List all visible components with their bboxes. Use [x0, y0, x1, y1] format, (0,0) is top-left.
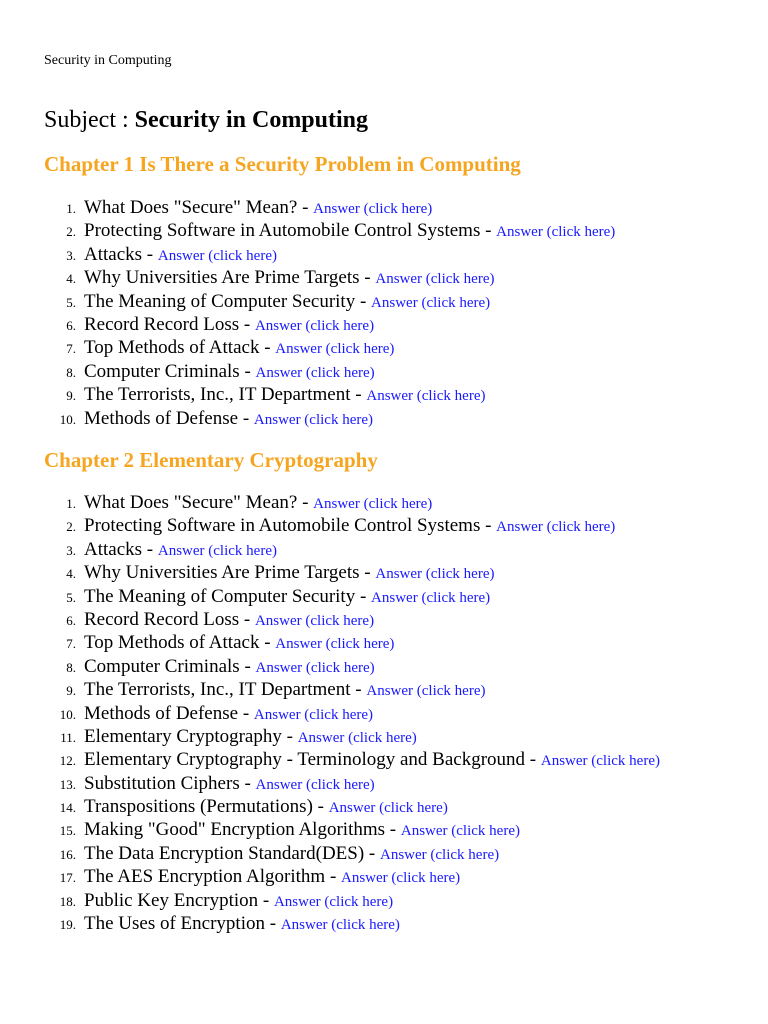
toc-item-title: Top Methods of Attack	[84, 632, 260, 654]
toc-item	[0, 197, 740, 220]
toc-item-number: 17.	[59, 870, 76, 886]
answer-link[interactable]: Answer (click here)	[496, 519, 616, 536]
toc-item-number: 10.	[59, 411, 76, 427]
toc-item	[0, 384, 740, 407]
toc-item-separator: -	[238, 702, 254, 724]
answer-link[interactable]: Answer (click here)	[280, 917, 400, 934]
answer-link[interactable]: Answer (click here)	[496, 224, 616, 241]
toc-item	[0, 361, 740, 384]
toc-item	[0, 515, 740, 538]
toc-item	[0, 679, 740, 702]
running-header: Security in Computing	[44, 53, 172, 68]
toc-item-separator: -	[350, 679, 367, 701]
toc-item	[0, 703, 740, 726]
toc-item-separator: -	[239, 608, 255, 630]
toc-item-title: The Meaning of Computer Security	[84, 585, 356, 607]
toc-item	[0, 244, 740, 267]
toc-item-title: Methods of Defense	[84, 702, 239, 724]
subject-name: Security in Computing	[134, 107, 369, 133]
answer-link[interactable]: Answer (click here)	[275, 341, 395, 358]
answer-link[interactable]: Answer (click here)	[255, 364, 375, 381]
answer-link[interactable]: Answer (click here)	[255, 776, 375, 793]
toc-item-number: 9.	[66, 388, 76, 404]
toc-item	[0, 819, 740, 842]
answer-link[interactable]: Answer (click here)	[273, 893, 394, 910]
answer-link[interactable]: Answer (click here)	[253, 706, 374, 723]
toc-item-title: Making "Good" Encryption Algorithms	[84, 819, 386, 841]
toc-item-separator: -	[258, 889, 274, 911]
toc-item-number: 8.	[66, 659, 76, 675]
toc-item-number: 6.	[66, 317, 76, 333]
answer-link[interactable]: Answer (click here)	[366, 683, 486, 700]
toc-item-title: Record Record Loss	[84, 608, 240, 630]
toc-item-number: 10.	[59, 706, 76, 722]
answer-link[interactable]: Answer (click here)	[255, 659, 375, 676]
toc-item-title: Elementary Cryptography - Terminology and Background	[84, 749, 526, 771]
toc-item	[0, 492, 740, 515]
toc-item-number: 12.	[59, 753, 76, 769]
toc-item-number: 13.	[59, 776, 76, 792]
toc-item-title: Transpositions (Permutations)	[84, 796, 313, 818]
toc-item-number: 9.	[66, 683, 76, 699]
toc-item-separator: -	[525, 749, 541, 771]
toc-item-separator: -	[355, 585, 372, 607]
toc-item	[0, 773, 740, 796]
toc-item-title: What Does "Secure" Mean?	[84, 492, 298, 513]
toc-item-number: 14.	[59, 800, 76, 816]
toc-item	[0, 539, 740, 562]
toc-item-title: Why Universities Are Prime Targets	[84, 267, 360, 289]
answer-link[interactable]: Answer (click here)	[313, 201, 433, 217]
toc-item-separator: -	[297, 492, 314, 513]
toc-item-number: 5.	[66, 294, 76, 310]
toc-item-number: 5.	[66, 589, 76, 605]
answer-link[interactable]: Answer (click here)	[375, 566, 495, 583]
toc-item-separator: -	[355, 290, 372, 312]
toc-item	[0, 913, 740, 936]
toc-item-separator: -	[350, 384, 367, 406]
toc-item-title: The Terrorists, Inc., IT Department	[84, 384, 351, 406]
toc-item-separator: -	[239, 772, 256, 794]
chapter-heading: Chapter 2 Elementary Cryptography	[44, 448, 378, 472]
toc-item-title: The Data Encryption Standard(DES)	[84, 842, 365, 864]
toc-item-number: 2.	[66, 224, 76, 240]
toc-item-number: 2.	[66, 519, 76, 535]
toc-item-title: Substitution Ciphers	[84, 772, 240, 794]
toc-item-title: Computer Criminals	[84, 360, 240, 382]
answer-link[interactable]: Answer (click here)	[341, 870, 461, 887]
toc-item	[0, 314, 740, 337]
toc-item-title: Elementary Cryptography	[84, 725, 282, 747]
toc-item-separator: -	[359, 562, 376, 584]
toc-item-separator: -	[281, 725, 298, 747]
answer-link[interactable]: Answer (click here)	[253, 411, 374, 428]
toc-item-number: 1.	[66, 201, 76, 216]
answer-link[interactable]: Answer (click here)	[328, 800, 448, 817]
toc-item-separator: -	[259, 337, 276, 359]
answer-link[interactable]: Answer (click here)	[254, 612, 375, 629]
answer-link[interactable]: Answer (click here)	[400, 823, 520, 840]
toc-item-title: Record Record Loss	[84, 313, 240, 335]
toc-item-separator: -	[325, 866, 342, 888]
toc-item-number: 11.	[60, 729, 76, 745]
toc-item	[0, 220, 740, 243]
toc-item-number: 15.	[59, 823, 76, 839]
toc-item	[0, 632, 740, 655]
toc-item-number: 1.	[66, 496, 76, 511]
toc-item-number: 4.	[66, 566, 76, 582]
toc-item-number: 3.	[66, 247, 76, 263]
chapter-toc-list	[0, 492, 740, 936]
toc-item-separator: -	[385, 819, 401, 841]
answer-link[interactable]: Answer (click here)	[380, 846, 500, 863]
chapter-toc-list	[0, 197, 740, 431]
toc-item-title: Computer Criminals	[84, 655, 240, 677]
toc-item-title: Top Methods of Attack	[84, 337, 260, 359]
toc-item	[0, 796, 740, 819]
toc-item-separator: -	[480, 220, 497, 242]
chapter-heading: Chapter 1 Is There a Security Problem in Computing	[44, 152, 521, 176]
subject-label: Subject :	[44, 107, 129, 133]
answer-link[interactable]: Answer (click here)	[157, 247, 277, 264]
toc-item-separator: -	[259, 632, 276, 654]
toc-item-number: 7.	[66, 636, 76, 652]
toc-item	[0, 609, 740, 632]
answer-link[interactable]: Answer (click here)	[371, 589, 491, 606]
toc-item-separator: -	[239, 360, 256, 382]
toc-item-title: The Terrorists, Inc., IT Department	[84, 679, 351, 701]
toc-item-number: 19.	[59, 917, 76, 933]
toc-item-separator: -	[364, 842, 380, 864]
toc-item-separator: -	[238, 407, 254, 429]
answer-link[interactable]: Answer (click here)	[366, 388, 486, 405]
toc-item	[0, 291, 740, 314]
toc-item	[0, 408, 740, 431]
toc-item-title: Methods of Defense	[84, 407, 239, 429]
toc-item-separator: -	[480, 515, 497, 537]
toc-item-title: Protecting Software in Automobile Control Systems	[84, 220, 481, 242]
toc-item-separator: -	[312, 796, 329, 818]
toc-item-separator: -	[142, 538, 158, 560]
toc-item-number: 8.	[66, 364, 76, 380]
toc-item-separator: -	[359, 267, 376, 289]
toc-item-separator: -	[239, 655, 256, 677]
toc-item-number: 7.	[66, 341, 76, 357]
toc-item-title: Attacks	[84, 538, 143, 560]
toc-item-title: The Meaning of Computer Security	[84, 290, 356, 312]
toc-item-separator: -	[297, 197, 314, 218]
toc-item-title: What Does "Secure" Mean?	[84, 197, 298, 218]
toc-item-title: Public Key Encryption	[84, 889, 259, 911]
toc-item	[0, 726, 740, 749]
toc-item-number: 6.	[66, 612, 76, 628]
toc-item-title: The AES Encryption Algorithm	[84, 866, 326, 888]
toc-item-title: The Uses of Encryption	[84, 913, 265, 935]
toc-item-separator: -	[239, 313, 255, 335]
toc-item	[0, 656, 740, 679]
answer-link[interactable]: Answer (click here)	[375, 271, 495, 288]
toc-item-title: Protecting Software in Automobile Control Systems	[84, 515, 481, 537]
toc-item-separator: -	[142, 243, 158, 265]
toc-item	[0, 267, 740, 290]
answer-link[interactable]: Answer (click here)	[254, 317, 375, 334]
answer-link[interactable]: Answer (click here)	[371, 294, 491, 311]
answer-link[interactable]: Answer (click here)	[313, 496, 433, 512]
toc-item-number: 16.	[59, 846, 76, 862]
toc-item-number: 4.	[66, 271, 76, 287]
toc-item-number: 3.	[66, 542, 76, 558]
answer-link[interactable]: Answer (click here)	[275, 636, 395, 653]
toc-item-separator: -	[264, 913, 281, 935]
toc-item-title: Why Universities Are Prime Targets	[84, 562, 360, 584]
toc-item	[0, 586, 740, 609]
toc-item	[0, 843, 740, 866]
toc-item	[0, 562, 740, 585]
toc-item	[0, 890, 740, 913]
toc-item-number: 18.	[59, 893, 76, 909]
toc-item	[0, 337, 740, 360]
toc-item	[0, 866, 740, 889]
toc-item	[0, 749, 740, 772]
answer-link[interactable]: Answer (click here)	[540, 753, 660, 770]
subject-line	[44, 105, 368, 135]
toc-item-title: Attacks	[84, 243, 143, 265]
answer-link[interactable]: Answer (click here)	[157, 542, 277, 559]
answer-link[interactable]: Answer (click here)	[297, 729, 417, 746]
